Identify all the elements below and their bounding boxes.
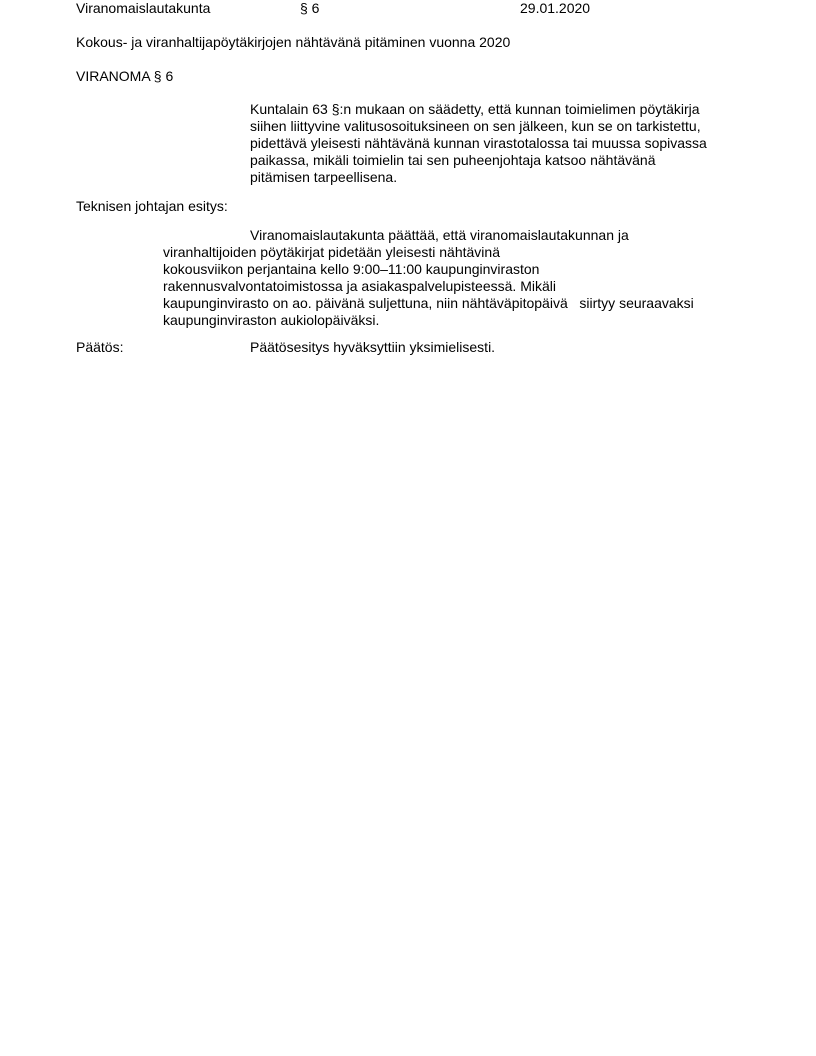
decision-text: Päätösesitys hyväksyttiin yksimielisesti. — [250, 339, 496, 355]
intro-paragraph — [250, 101, 707, 186]
intro-line: pitämisen tarpeellisena. — [250, 169, 398, 185]
document-title: Kokous- ja viranhaltijapöytäkirjojen nähtävänä pitäminen vuonna 2020 — [76, 34, 511, 50]
proposal-line: kaupunginviraston aukiolopäiväksi. — [163, 312, 380, 328]
decision-label: Päätös: — [76, 339, 124, 355]
intro-line: Kuntalain 63 §:n mukaan on säädetty, että kunnan toimielimen pöytäkirja — [250, 101, 700, 117]
header-section: § 6 — [300, 0, 320, 16]
header-date: 29.01.2020 — [520, 0, 591, 16]
intro-line: siihen liittyvine valitusosoituksineen on sen jälkeen, kun se on tarkistettu, — [250, 118, 701, 134]
proposal-line: viranhaltijoiden pöytäkirjat pidetään yleisesti nähtävinä — [163, 244, 500, 260]
proposal-line: rakennusvalvontatoimistossa ja asiakaspalvelupisteessä. Mikäli — [163, 278, 556, 294]
intro-line: pidettävä yleisesti nähtävänä kunnan virastotalossa tai muussa sopivassa — [250, 135, 707, 151]
header-organization: Viranomaislautakunta — [76, 0, 211, 16]
section-reference: VIRANOMA § 6 — [76, 68, 174, 84]
proposal-line: Viranomaislautakunta päättää, että viranomaislautakunnan ja — [250, 227, 629, 243]
intro-line: paikassa, mikäli toimielin tai sen puheenjohtaja katsoo nähtävänä — [250, 152, 656, 168]
proposal-line: kokousviikon perjantaina kello 9:00–11:00 kaupunginviraston — [163, 261, 540, 277]
proposal-paragraph — [163, 227, 694, 329]
proposal-line: kaupunginvirasto on ao. päivänä suljettuna, niin nähtäväpitopäivä siirtyy seuraavaksi — [163, 295, 694, 311]
proposal-label: Teknisen johtajan esitys: — [76, 198, 228, 214]
